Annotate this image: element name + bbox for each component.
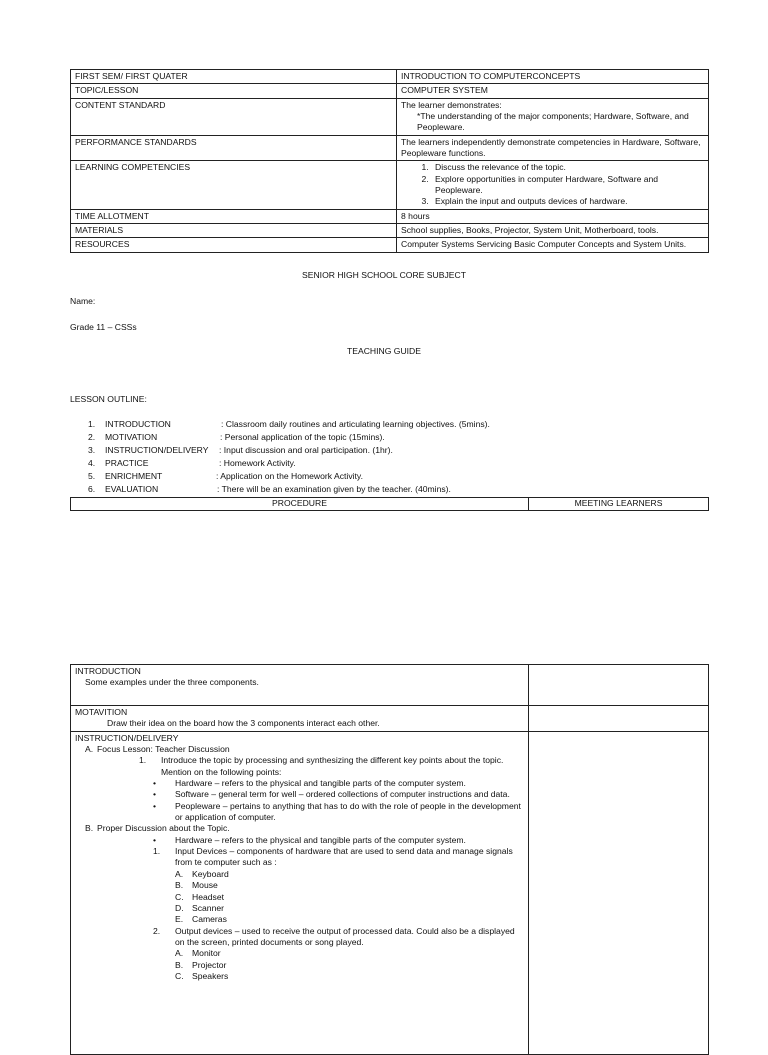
output-device: Projector (192, 959, 227, 970)
input-device: Cameras (192, 914, 227, 925)
list-item (75, 948, 524, 959)
output-devices-title: Output devices – used to receive the output of processed data. Could also be a displayed on the screen, printed documents or song played. (175, 925, 515, 947)
info-row (71, 135, 709, 161)
info-label: MATERIALS (71, 224, 397, 238)
info-row (71, 238, 709, 252)
list-item (75, 789, 524, 800)
proper-discussion-title: Proper Discussion about the Topic. (97, 823, 230, 834)
competency-item: 3. Explain the input and outputs devices of hardware. (431, 196, 704, 207)
procedure-row-introduction (71, 665, 709, 706)
outline-name: EVALUATION (105, 484, 159, 494)
list-item (75, 835, 524, 846)
list-marker: C. (175, 891, 184, 902)
list-item (75, 926, 524, 949)
component-bullet: Software – general term for well – ordered collections of computer instructions and data. (175, 789, 510, 800)
info-value: Computer Systems Servicing Basic Computer Concepts and System Units. (397, 238, 709, 252)
list-item (75, 971, 524, 982)
grade-label: Grade 11 – CSSs (70, 322, 137, 332)
list-item (75, 755, 524, 778)
motivation-text: Draw their idea on the board how the 3 components interact each other. (107, 718, 380, 729)
input-device: Scanner (192, 902, 225, 913)
outline-name: PRACTICE (105, 458, 149, 468)
list-item (75, 744, 524, 755)
focus-lesson-title: Focus Lesson: Teacher Discussion (97, 744, 230, 755)
motivation-title: MOTAVITION (75, 707, 128, 717)
info-row (71, 84, 709, 98)
list-item (75, 823, 524, 834)
info-value: The learners independently demonstrate competencies in Hardware, Software, Peopleware functions. (397, 135, 709, 161)
list-marker: B. (85, 823, 94, 834)
meeting-learners-cell (529, 665, 709, 706)
info-value (397, 98, 709, 135)
outline-number: 6. (88, 484, 96, 494)
competency-item: 2. Explore opportunities in computer Hardware, Software and Peopleware. (431, 174, 704, 197)
info-row (71, 224, 709, 238)
content-standard-detail: *The understanding of the major components; Hardware, Software, and Peopleware. (417, 111, 689, 133)
bullet-icon: • (153, 834, 157, 845)
info-row (71, 98, 709, 135)
list-item (75, 846, 524, 869)
info-label: PERFORMANCE STANDARDS (71, 135, 397, 161)
input-devices-title: Input Devices – components of hardware that are used to send data and manage signals from te computer such as : (175, 846, 513, 868)
outline-description: : There will be an examination given by the teacher. (40mins). (217, 484, 451, 494)
procedure-cell (71, 665, 529, 706)
list-item (75, 880, 524, 891)
output-device: Speakers (192, 970, 229, 981)
info-row (71, 209, 709, 223)
list-item (75, 778, 524, 789)
outline-description: : Application on the Homework Activity. (216, 471, 363, 481)
list-marker: 2. (153, 925, 161, 936)
outline-number: 4. (88, 458, 96, 468)
outline-number: 5. (88, 471, 96, 481)
meeting-learners-cell (529, 731, 709, 1054)
content-standard-intro: The learner demonstrates: (401, 99, 502, 110)
procedure-detail-table (70, 664, 709, 1055)
list-marker: B. (175, 880, 184, 891)
procedure-cell (71, 706, 529, 732)
outline-name: ENRICHMENT (105, 471, 163, 481)
info-value: School supplies, Books, Projector, System Unit, Motherboard, tools. (397, 224, 709, 238)
name-label: Name: (70, 296, 96, 306)
introduction-text: Some examples under the three components. (85, 677, 259, 688)
list-marker: E. (175, 914, 184, 925)
input-device: Mouse (192, 880, 218, 891)
list-marker: 1. (139, 755, 147, 766)
procedure-header-table (70, 497, 709, 511)
input-device: Keyboard (192, 868, 229, 879)
outline-description: : Classroom daily routines and articulating learning objectives. (5mins). (221, 419, 490, 429)
bullet-icon: • (153, 800, 157, 811)
procedure-row-motivation (71, 706, 709, 732)
bullet-icon: • (153, 778, 157, 789)
list-item (75, 903, 524, 914)
procedure-cell (71, 731, 529, 1054)
competency-item: 1. Discuss the relevance of the topic. (431, 162, 704, 173)
hardware-bullet: Hardware – refers to the physical and tangible parts of the computer system. (175, 834, 466, 845)
teaching-guide-heading: TEACHING GUIDE (346, 346, 421, 356)
outline-description: : Input discussion and oral participation. (1hr). (219, 445, 393, 455)
info-label: TOPIC/LESSON (71, 84, 397, 98)
outline-name: INTRODUCTION (105, 419, 171, 429)
list-marker: A. (175, 948, 184, 959)
info-label: FIRST SEM/ FIRST QUATER (71, 70, 397, 84)
info-label: TIME ALLOTMENT (71, 209, 397, 223)
list-item (75, 869, 524, 880)
list-marker: C. (175, 970, 184, 981)
focus-lesson-item: Introduce the topic by processing and synthesizing the different key points about the topic. Mention on the following points: (161, 755, 504, 777)
instruction-list (75, 744, 524, 982)
procedure-row-instruction (71, 731, 709, 1054)
component-bullet: Peopleware – pertains to anything that has to do with the role of people in the development or application of computer. (175, 800, 521, 823)
outline-name: INSTRUCTION/DELIVERY (105, 445, 209, 455)
info-row (71, 70, 709, 84)
instruction-title: INSTRUCTION/DELIVERY (75, 732, 179, 743)
component-bullet: Hardware – refers to the physical and tangible parts of the computer system. (175, 778, 466, 789)
core-subject-heading: SENIOR HIGH SCHOOL CORE SUBJECT (302, 270, 466, 280)
info-row (71, 161, 709, 209)
outline-number: 1. (88, 419, 96, 429)
list-item (75, 801, 524, 824)
info-value: 8 hours (397, 209, 709, 223)
list-item (75, 914, 524, 925)
list-item (75, 960, 524, 971)
info-value: INTRODUCTION TO COMPUTERCONCEPTS (397, 70, 709, 84)
outline-description: : Homework Activity. (219, 458, 296, 468)
outline-name: MOTIVATION (105, 432, 158, 442)
outline-description: : Personal application of the topic (15mins). (220, 432, 385, 442)
list-item (75, 892, 524, 903)
input-device: Headset (192, 891, 225, 902)
info-value: COMPUTER SYSTEM (397, 84, 709, 98)
list-marker: A. (85, 744, 94, 755)
output-device: Monitor (192, 948, 221, 959)
info-label: CONTENT STANDARD (71, 98, 397, 135)
lesson-info-table (70, 69, 709, 253)
meeting-learners-cell (529, 706, 709, 732)
info-value (397, 161, 709, 209)
meeting-learners-column-header: MEETING LEARNERS (529, 498, 709, 511)
procedure-header-row (71, 498, 709, 511)
list-marker: 1. (153, 846, 161, 857)
list-marker: B. (175, 959, 184, 970)
competency-list (401, 162, 704, 207)
bullet-icon: • (153, 789, 157, 800)
list-marker: D. (175, 902, 184, 913)
procedure-column-header: PROCEDURE (71, 498, 529, 511)
info-label: LEARNING COMPETENCIES (71, 161, 397, 209)
list-marker: A. (175, 868, 184, 879)
outline-number: 3. (88, 445, 96, 455)
introduction-title: INTRODUCTION (75, 666, 141, 676)
info-label: RESOURCES (71, 238, 397, 252)
lesson-outline-title: LESSON OUTLINE: (70, 394, 147, 404)
outline-number: 2. (88, 432, 96, 442)
